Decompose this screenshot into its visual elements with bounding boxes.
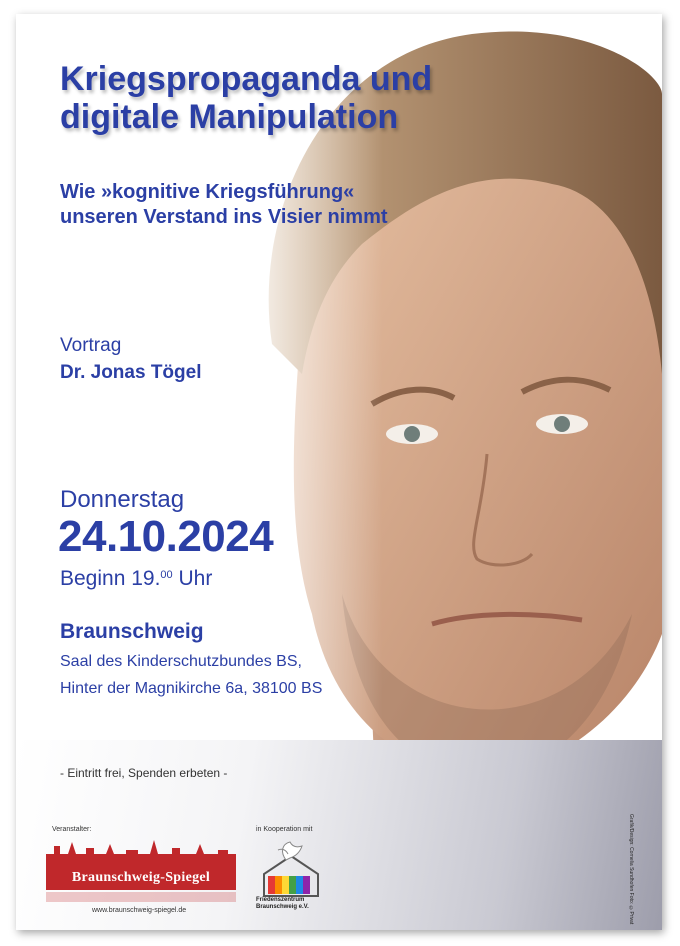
partner-name xyxy=(256,897,309,911)
partner-line-1: Friedenszentrum xyxy=(256,897,305,903)
talk-label: Vortrag xyxy=(60,335,122,356)
event-time xyxy=(60,567,212,591)
organizer-logo-text: Braunschweig-Spiegel xyxy=(71,870,211,885)
entry-note: - Eintritt frei, Spenden erbeten - xyxy=(60,766,228,780)
poster-subtitle: Wie »kognitive Kriegsführung« unseren Verstand ins Visier nimmt xyxy=(60,181,388,228)
event-city: Braunschweig xyxy=(60,620,204,643)
address-line-1: Saal des Kinderschutzbundes BS, xyxy=(60,653,302,670)
design-credit: Grafik/Design: Cornelia Sundhofen Foto: ©Privat xyxy=(628,814,634,925)
friedenszentrum-logo xyxy=(256,838,326,924)
organizer-url: www.braunschweig-spiegel.de xyxy=(92,907,187,914)
event-date: 24.10.2024 xyxy=(58,512,274,561)
organizer-label: Veranstalter: xyxy=(52,826,92,833)
poster-title: Kriegspropaganda und digitale Manipulation xyxy=(60,60,433,136)
partner-line-2: Braunschweig e.V. xyxy=(256,904,309,910)
braunschweig-spiegel-logo xyxy=(46,840,236,902)
poster xyxy=(16,14,662,930)
event-address xyxy=(60,648,322,702)
speaker-name: Dr. Jonas Tögel xyxy=(60,362,202,383)
time-prefix: Beginn 19. xyxy=(60,567,161,590)
time-minutes: 00 xyxy=(160,569,173,581)
address-line-2: Hinter der Magnikirche 6a, 38100 BS xyxy=(60,680,323,697)
event-weekday: Donnerstag xyxy=(60,486,185,513)
cooperation-label: in Kooperation mit xyxy=(256,826,313,833)
time-suffix: Uhr xyxy=(178,567,213,590)
